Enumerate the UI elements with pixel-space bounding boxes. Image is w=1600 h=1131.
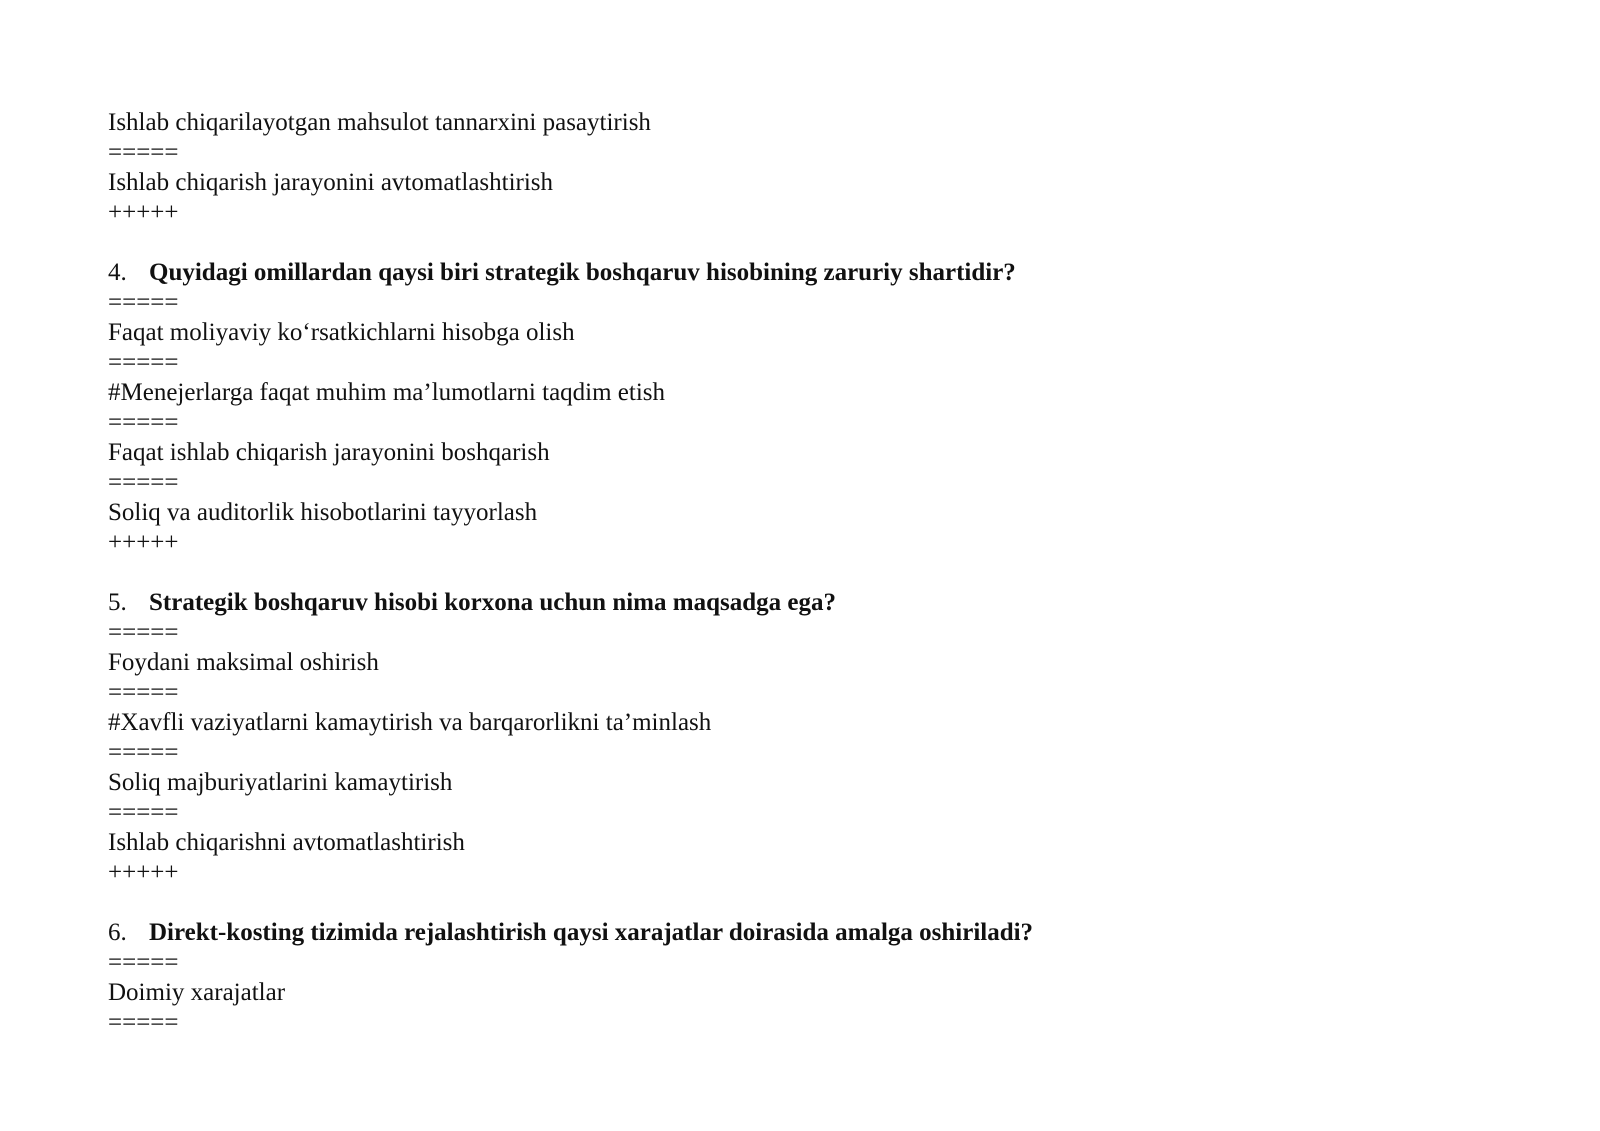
answer-option: Ishlab chiqarish jarayonini avtomatlashtirish	[108, 169, 554, 196]
option-separator: =====	[108, 739, 179, 766]
correct-answer-option: #Xavfli vaziyatlarni kamaytirish va barqarorlikni ta’minlash	[108, 709, 712, 736]
option-separator: =====	[108, 349, 179, 376]
question-number: 5.	[108, 589, 127, 616]
correct-answer-option: #Menejerlarga faqat muhim ma’lumotlarni taqdim etish	[108, 379, 666, 406]
question-end-marker: +++++	[108, 529, 179, 556]
answer-option: Faqat ishlab chiqarish jarayonini boshqarish	[108, 439, 550, 466]
answer-option: Ishlab chiqarishni avtomatlashtirish	[108, 829, 465, 856]
option-separator: =====	[108, 679, 179, 706]
option-separator: =====	[108, 619, 179, 646]
paragraph-gap	[108, 888, 1508, 918]
document-body	[108, 108, 1508, 1038]
question-end-marker: +++++	[108, 859, 179, 886]
question-number: 4.	[108, 259, 127, 286]
answer-option: Faqat moliyaviy ko‘rsatkichlarni hisobga olish	[108, 319, 575, 346]
answer-option: Doimiy xarajatlar	[108, 979, 286, 1006]
option-separator: =====	[108, 799, 179, 826]
question-text: Direkt-kosting tizimida rejalashtirish qaysi xarajatlar doirasida amalga oshiriladi?	[149, 919, 1034, 946]
option-separator: =====	[108, 1009, 179, 1036]
question-heading	[108, 258, 1508, 288]
option-separator: =====	[108, 409, 179, 436]
answer-option: Soliq va auditorlik hisobotlarini tayyorlash	[108, 499, 538, 526]
question-text: Strategik boshqaruv hisobi korxona uchun nima maqsadga ega?	[149, 589, 836, 616]
answer-option: Soliq majburiyatlarini kamaytirish	[108, 769, 453, 796]
option-separator: =====	[108, 469, 179, 496]
answer-option: Foydani maksimal oshirish	[108, 649, 379, 676]
option-separator: =====	[108, 949, 179, 976]
paragraph-gap	[108, 558, 1508, 588]
question-heading	[108, 588, 1508, 618]
option-separator: =====	[108, 289, 179, 316]
question-heading	[108, 918, 1508, 948]
option-separator: =====	[108, 139, 179, 166]
question-number: 6.	[108, 919, 127, 946]
question-end-marker: +++++	[108, 199, 179, 226]
question-text: Quyidagi omillardan qaysi biri strategik boshqaruv hisobining zaruriy shartidir?	[149, 259, 1016, 286]
answer-option: Ishlab chiqarilayotgan mahsulot tannarxini pasaytirish	[108, 109, 651, 136]
paragraph-gap	[108, 228, 1508, 258]
